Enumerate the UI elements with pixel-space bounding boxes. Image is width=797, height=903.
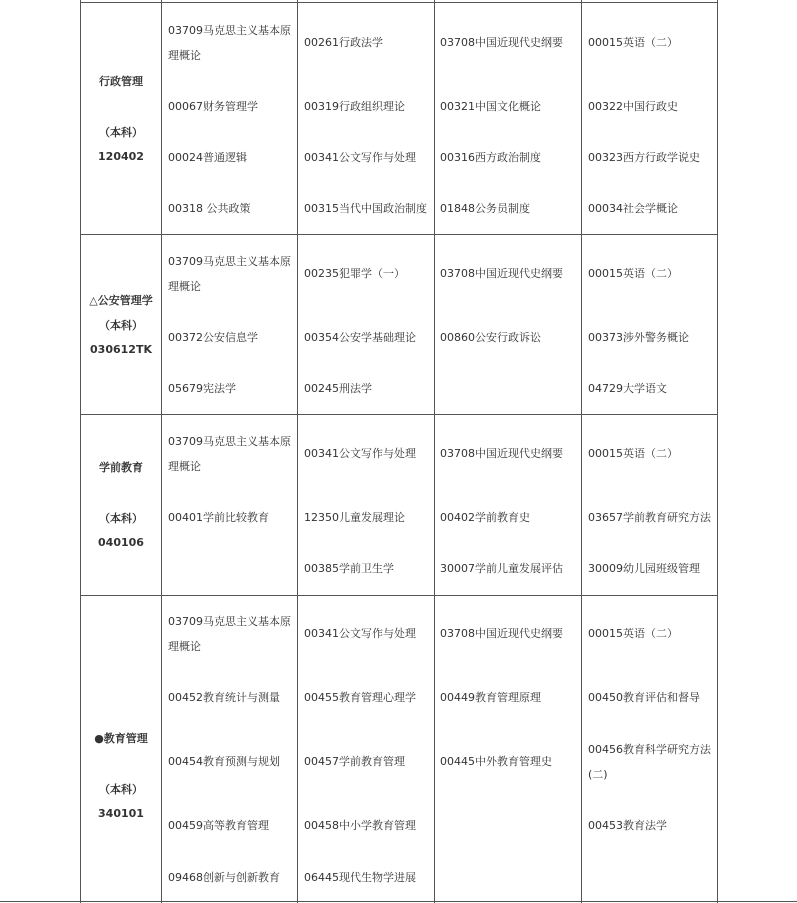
course-item: 00456教育科学研究方法(二) <box>588 743 711 781</box>
column-divider <box>161 0 162 903</box>
course-item: 00341公文写作与处理 <box>304 447 416 460</box>
course-item: 00321中国文化概论 <box>440 100 541 113</box>
major-name: 行政管理 <box>99 75 143 88</box>
row-divider <box>80 595 718 596</box>
column-divider <box>581 0 582 903</box>
course-item: 30009幼儿园班级管理 <box>588 562 700 575</box>
course-item: 00318 公共政策 <box>168 202 251 215</box>
course-item: 06445现代生物学进展 <box>304 871 416 884</box>
course-item: 00452教育统计与测量 <box>168 691 280 704</box>
major-name: ●教育管理 <box>94 732 148 745</box>
course-item: 03657学前教育研究方法 <box>588 511 711 524</box>
column-divider <box>434 0 435 903</box>
course-item: 00402学前教育史 <box>440 511 530 524</box>
table-border-top <box>80 2 718 3</box>
course-item: 00385学前卫生学 <box>304 562 394 575</box>
table-border-bottom <box>0 901 797 902</box>
course-item: 00015英语（二） <box>588 267 678 280</box>
course-item: 00015英语（二） <box>588 627 678 640</box>
major-code: 040106 <box>98 536 144 549</box>
course-item: 05679宪法学 <box>168 382 236 395</box>
course-item: 00445中外教育管理史 <box>440 755 552 768</box>
major-name: △公安管理学 <box>89 294 153 307</box>
course-item: 03708中国近现代史纲要 <box>440 36 563 49</box>
course-item: 00261行政法学 <box>304 36 383 49</box>
course-item: 04729大学语文 <box>588 382 667 395</box>
course-item: 00354公安学基础理论 <box>304 331 416 344</box>
course-item: 00315当代中国政治制度 <box>304 202 427 215</box>
course-item: 00323西方行政学说史 <box>588 151 700 164</box>
row-divider <box>80 234 718 235</box>
table-border-right <box>717 0 718 903</box>
course-item: 00245刑法学 <box>304 382 372 395</box>
major-code: 120402 <box>98 150 144 163</box>
course-item: 30007学前儿童发展评估 <box>440 562 563 575</box>
course-item: 03708中国近现代史纲要 <box>440 447 563 460</box>
course-item: 00319行政组织理论 <box>304 100 405 113</box>
course-item: 00459高等教育管理 <box>168 819 269 832</box>
course-item: 00015英语（二） <box>588 36 678 49</box>
major-code: 340101 <box>98 807 144 820</box>
course-item: 00341公文写作与处理 <box>304 627 416 640</box>
course-item: 00453教育法学 <box>588 819 667 832</box>
course-item: 00450教育评估和督导 <box>588 691 700 704</box>
course-item: 03709马克思主义基本原理概论 <box>168 615 291 653</box>
major-level: （本科） <box>99 783 143 796</box>
course-item: 03708中国近现代史纲要 <box>440 627 563 640</box>
column-divider <box>297 0 298 903</box>
course-item: 00401学前比较教育 <box>168 511 269 524</box>
major-level: （本科） <box>99 319 143 332</box>
course-item: 00372公安信息学 <box>168 331 258 344</box>
course-item: 00373涉外警务概论 <box>588 331 689 344</box>
course-item: 00235犯罪学（一） <box>304 267 405 280</box>
course-item: 00860公安行政诉讼 <box>440 331 541 344</box>
course-item: 00341公文写作与处理 <box>304 151 416 164</box>
course-item: 12350儿童发展理论 <box>304 511 405 524</box>
course-item: 00454教育预测与规划 <box>168 755 280 768</box>
major-name: 学前教育 <box>99 461 143 474</box>
course-item: 00015英语（二） <box>588 447 678 460</box>
course-item: 00457学前教育管理 <box>304 755 405 768</box>
course-item: 00067财务管理学 <box>168 100 258 113</box>
course-item: 00458中小学教育管理 <box>304 819 416 832</box>
course-item: 00322中国行政史 <box>588 100 678 113</box>
course-item: 09468创新与创新教育 <box>168 871 280 884</box>
major-code: 030612TK <box>90 343 152 356</box>
course-item: 00034社会学概论 <box>588 202 678 215</box>
row-divider <box>80 414 718 415</box>
major-level: （本科） <box>99 126 143 139</box>
course-item: 00449教育管理原理 <box>440 691 541 704</box>
course-item: 03708中国近现代史纲要 <box>440 267 563 280</box>
course-item: 03709马克思主义基本原理概论 <box>168 24 291 62</box>
course-item: 00316西方政治制度 <box>440 151 541 164</box>
course-item: 00024普通逻辑 <box>168 151 247 164</box>
major-level: （本科） <box>99 512 143 525</box>
course-item: 03709马克思主义基本原理概论 <box>168 435 291 473</box>
course-item: 00455教育管理心理学 <box>304 691 416 704</box>
course-item: 01848公务员制度 <box>440 202 530 215</box>
course-item: 03709马克思主义基本原理概论 <box>168 255 291 293</box>
